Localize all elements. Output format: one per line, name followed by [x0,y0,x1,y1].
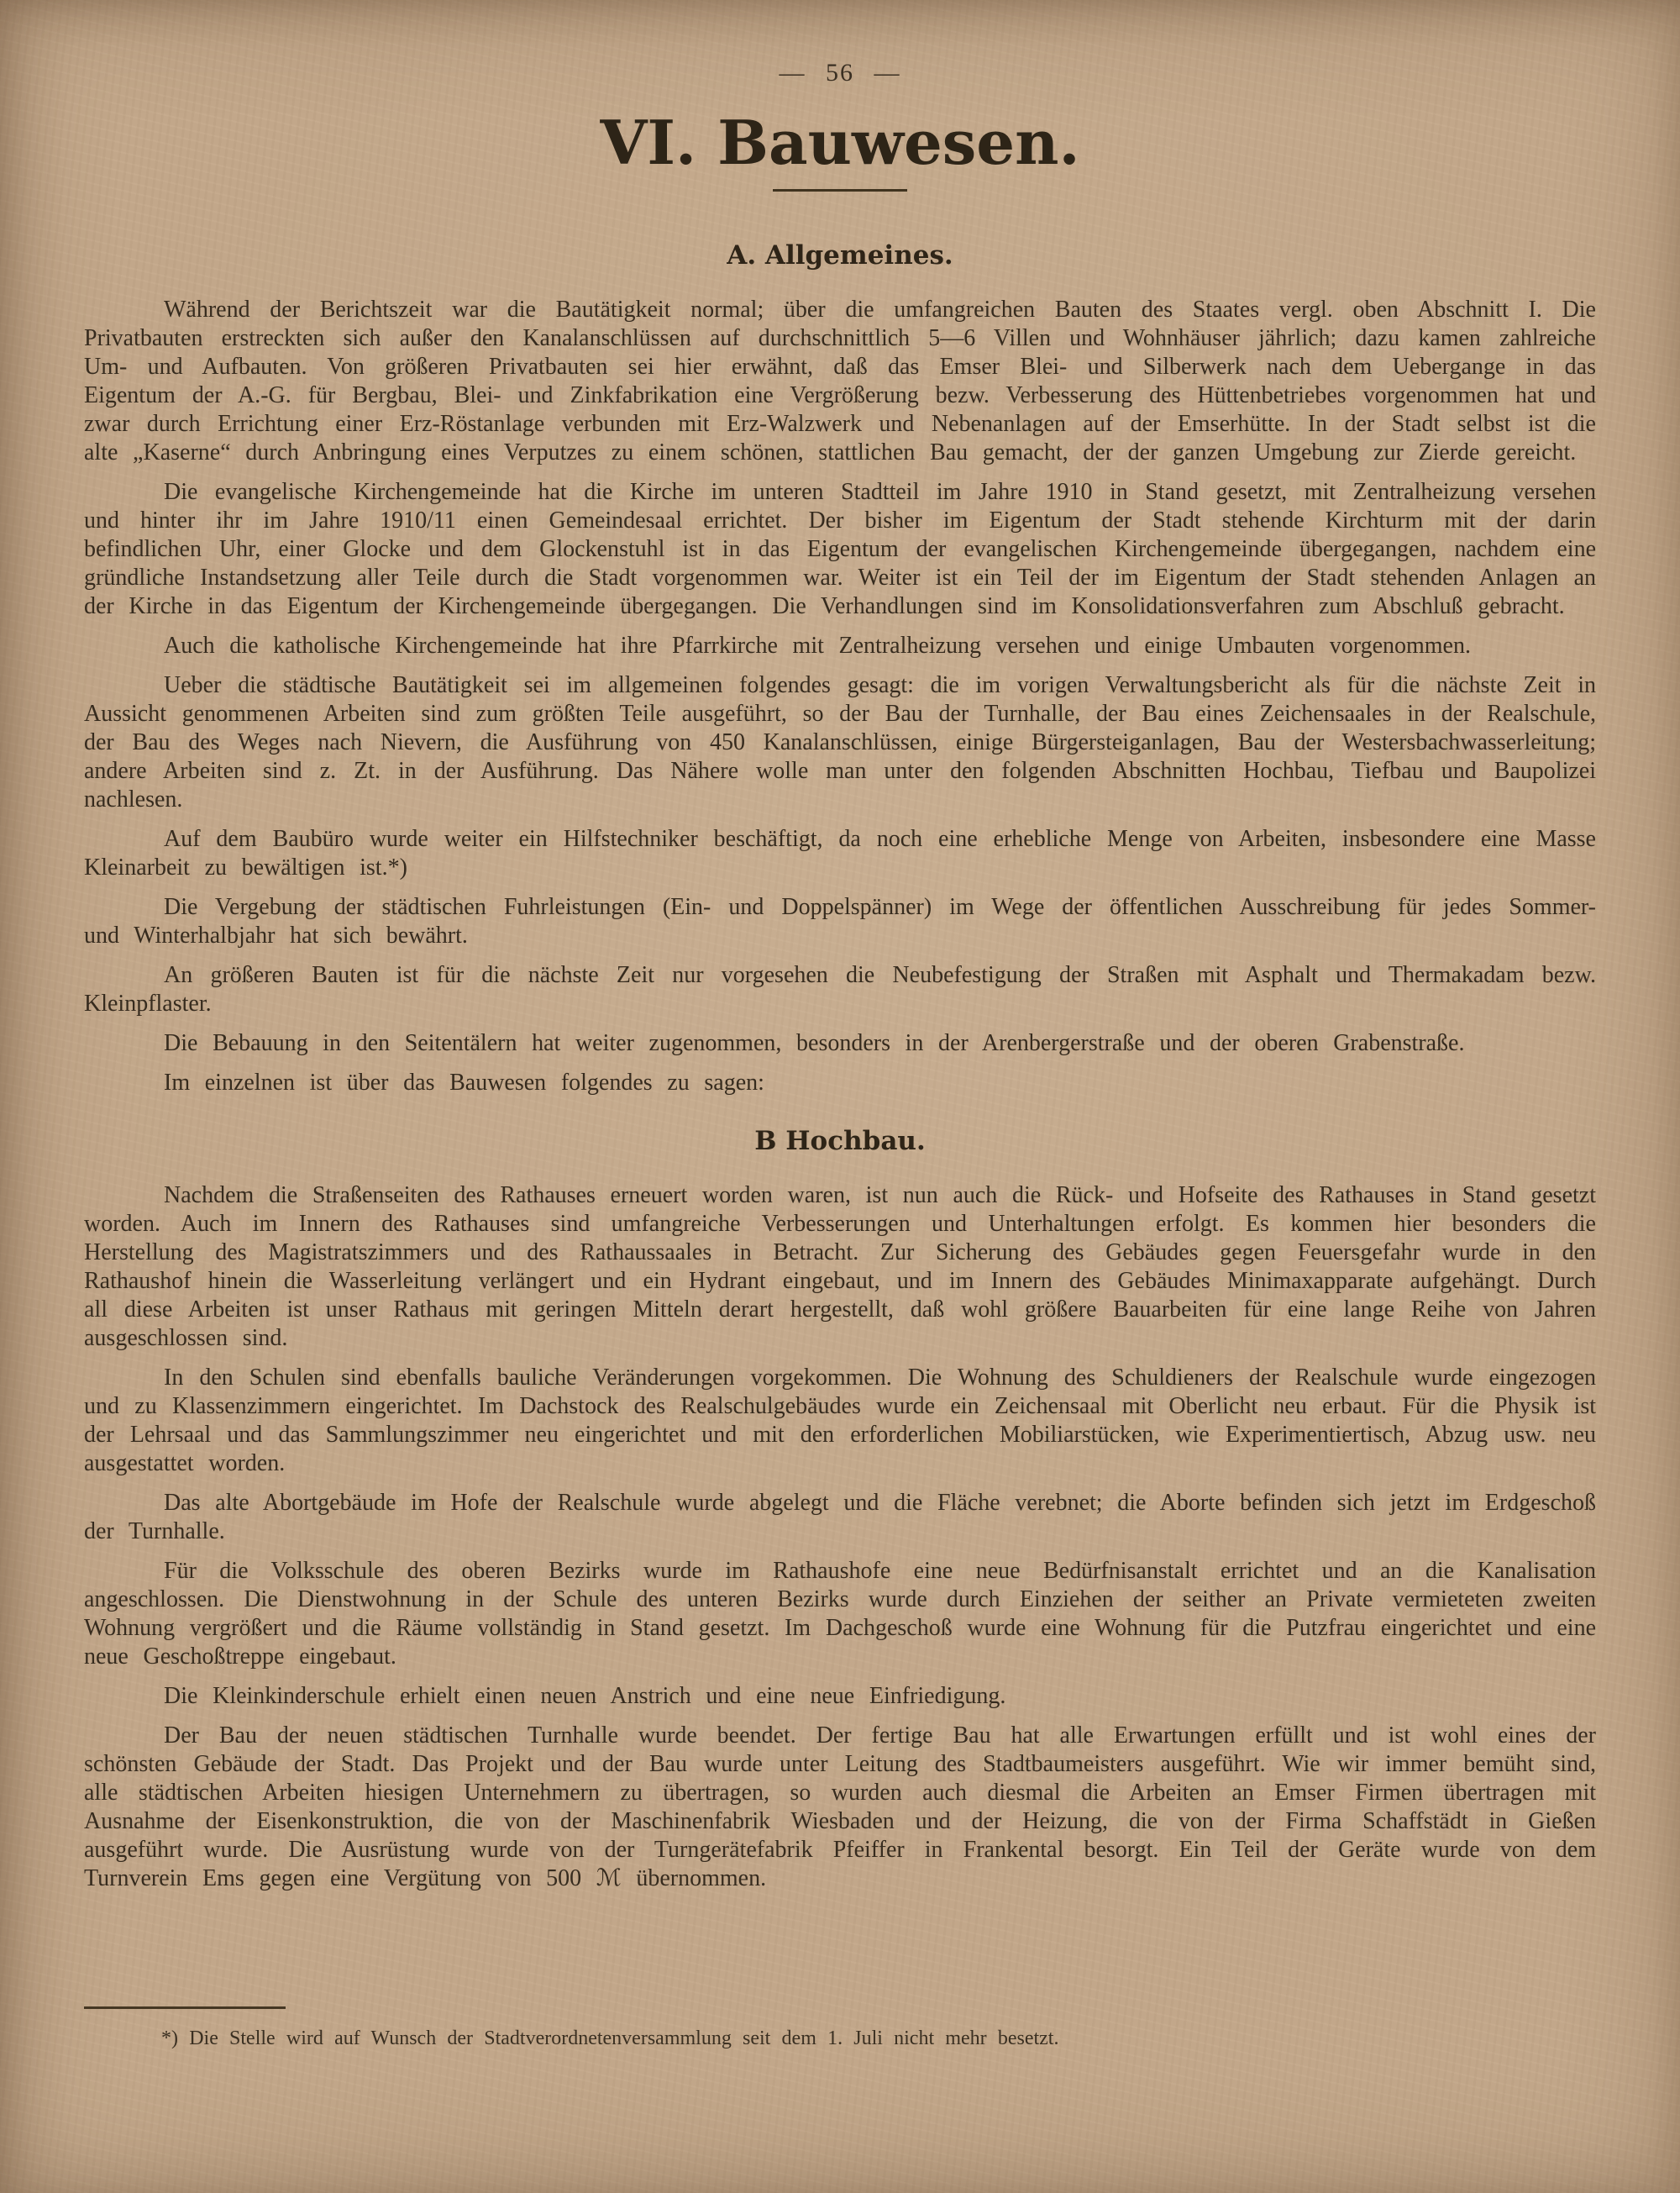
paragraph: Auch die katholische Kirchengemeinde hat ihre Pfarrkirche mit Zentralheizung versehen und einige Umbauten vorgenommen. [164,633,1471,660]
page-content [84,59,1596,1904]
chapter-title: VI. Bauwesen. [600,107,1080,178]
title-divider [773,189,907,192]
paragraph: Auf dem Baubüro wurde weiter ein Hilfstechniker beschäftigt, da noch eine erhebliche Menge von Arbeiten, insbesondere eine Masse Kleinarbeit zu bewältigen ist.*) [84,826,1596,881]
paragraph: Der Bau der neuen städtischen Turnhalle wurde beendet. Der fertige Bau hat alle Erwartungen erfüllt und ist wohl eines der schönsten Gebäude der Stadt. Das Projekt und der Bau wurde unter Leitung des Stadtbaumeisters ausgeführt. Wie wir immer bemüht sind, alle städtischen Arbeiten hiesigen Unternehmern zu übertragen, so wurden auch diesmal die Arbeiten an Emser Firmen übertragen mit Ausnahme der Eisenkonstruktion, die von der Maschinenfabrik Wiesbaden und der Heizung, die von der Firma Schaffstädt in Gießen ausgeführt wurde. Die Ausrüstung wurde von der Turngerätefabrik Pfeiffer in Frankental besorgt. Ein Teil der Geräte wurde von dem Turnverein Ems gegen eine Vergütung von 500 ℳ übernommen. [84,1722,1596,1892]
footnote-divider [84,2006,286,2009]
paragraph: Nachdem die Straßenseiten des Rathauses erneuert worden waren, ist nun auch die Rück- und Hofseite des Rathauses in Stand gesetzt worden. Auch im Innern des Rathauses sind umfangreiche Verbesserungen und Unterhaltungen erfolgt. Es kommen hier besonders die Herstellung des Magistratszimmers und des Rathaussaales in Betracht. Zur Sicherung des Gebäudes gegen Feuersgefahr wurde in den Rathaushof hinein die Wasserleitung verlängert und ein Hydrant eingebaut, und im Innern des Gebäudes Minimaxapparate aufgehängt. Durch all diese Arbeiten ist unser Rathaus mit geringen Mitteln derart hergestellt, daß wohl größere Bauarbeiten für eine lange Reihe von Jahren ausgeschlossen sind. [84,1182,1596,1352]
paragraph: Ueber die städtische Bautätigkeit sei im allgemeinen folgendes gesagt: die im vorigen Verwaltungsbericht als für die nächste Zeit in Aussicht genommenen Arbeiten sind zum größten Teile ausgeführt, so der Bau der Turnhalle, der Bau eines Zeichensaales in der Realschule, der Bau des Weges nach Nievern, die Ausführung von 450 Kanalanschlüssen, einige Bürgersteiganlagen, Bau der Westersbachwasserleitung; andere Arbeiten sind z. Zt. in der Ausführung. Das Nähere wolle man unter den folgenden Abschnitten Hochbau, Tiefbau und Baupolizei nachlesen. [84,672,1596,813]
paragraph: Das alte Abortgebäude im Hofe der Realschule wurde abgelegt und die Fläche verebnet; die Aborte befinden sich jetzt im Erdgeschoß der Turnhalle. [84,1490,1596,1545]
paragraph: Für die Volksschule des oberen Bezirks wurde im Rathaushofe eine neue Bedürfnisanstalt errichtet und an die Kanalisation angeschlossen. Die Dienstwohnung in der Schule des unteren Bezirks wurde durch Einziehen der seither an Private vermieteten zweiten Wohnung vergrößert und die Räume vollständig in Stand gesetzt. Im Dachgeschoß wurde eine Wohnung für die Putzfrau eingerichtet und eine neue Geschoßtreppe eingebaut. [84,1558,1596,1670]
footnote-block [84,2006,1512,2051]
paragraph: Während der Berichtszeit war die Bautätigkeit normal; über die umfangreichen Bauten des Staates vergl. oben Abschnitt I. Die Privatbauten erstreckten sich außer den Kanalanschlüssen auf durchschnittlich 5—6 Villen und Wohnhäuser jährlich; dazu kamen zahlreiche Um- und Aufbauten. Von größeren Privatbauten sei hier erwähnt, daß das Emser Blei- und Silberwerk nach dem Uebergange in das Eigentum der A.-G. für Bergbau, Blei- und Zinkfabrikation eine Vergrößerung bezw. Verbesserung des Hüttenbetriebes vorgenommen hat und zwar durch Errichtung einer Erz-Röstanlage verbunden mit Erz-Walzwerk und Nebenanlagen auf der Emserhütte. In der Stadt selbst ist die alte „Kaserne“ durch Anbringung eines Verputzes zu einem schönen, stattlichen Bau gemacht, der der ganzen Umgebung zur Zierde gereicht. [84,297,1596,466]
paragraph: Die Kleinkinderschule erhielt einen neuen Anstrich und eine neue Einfriedigung. [164,1683,1006,1710]
paragraph: Die evangelische Kirchengemeinde hat die Kirche im unteren Stadtteil im Jahre 1910 in Stand gesetzt, mit Zentralheizung versehen und hinter ihr im Jahre 1910/11 einen Gemeindesaal errichtet. Der bisher im Eigentum der Stadt stehende Kirchturm mit der darin befindlichen Uhr, einer Glocke und dem Glockenstuhl ist in das Eigentum der evangelischen Kirchengemeinde übergegangen, nachdem eine gründliche Instandsetzung aller Teile durch die Stadt vorgenommen war. Weiter ist ein Teil der im Eigentum der Stadt stehenden Anlagen an der Kirche in das Eigentum der Kirchengemeinde übergegangen. Die Verhandlungen sind im Konsolidationsverfahren zum Abschluß gebracht. [84,479,1596,620]
page-number: — 56 — [779,59,901,87]
paragraph: Im einzelnen ist über das Bauwesen folgendes zu sagen: [164,1070,764,1096]
footnote-text: *) Die Stelle wird auf Wunsch der Stadtverordnetenversammlung seit dem 1. Juli nicht mehr besetzt. [161,2027,1059,2049]
paragraph: An größeren Bauten ist für die nächste Zeit nur vorgesehen die Neubefestigung der Straßen mit Asphalt und Thermakadam bezw. Kleinpflaster. [84,962,1596,1018]
paragraph: Die Bebauung in den Seitentälern hat weiter zugenommen, besonders in der Arenbergerstraße und der oberen Grabenstraße. [164,1030,1465,1057]
section-a-heading: A. Allgemeines. [727,240,953,271]
section-b-heading: B Hochbau. [754,1126,926,1157]
paragraph: Die Vergebung der städtischen Fuhrleistungen (Ein- und Doppelspänner) im Wege der öffentlichen Ausschreibung für jedes Sommer- und Winterhalbjahr hat sich bewährt. [84,894,1596,949]
paragraph: In den Schulen sind ebenfalls bauliche Veränderungen vorgekommen. Die Wohnung des Schuldieners der Realschule wurde eingezogen und zu Klassenzimmern eingerichtet. Im Dachstock des Realschulgebäudes wurde ein Zeichensaal mit Oberlicht neu erbaut. Für die Physik ist der Lehrsaal und das Sammlungszimmer neu eingerichtet und mit den erforderlichen Mobiliarstücken, wie Experimentiertisch, Abzug usw. neu ausgestattet worden. [84,1365,1596,1477]
